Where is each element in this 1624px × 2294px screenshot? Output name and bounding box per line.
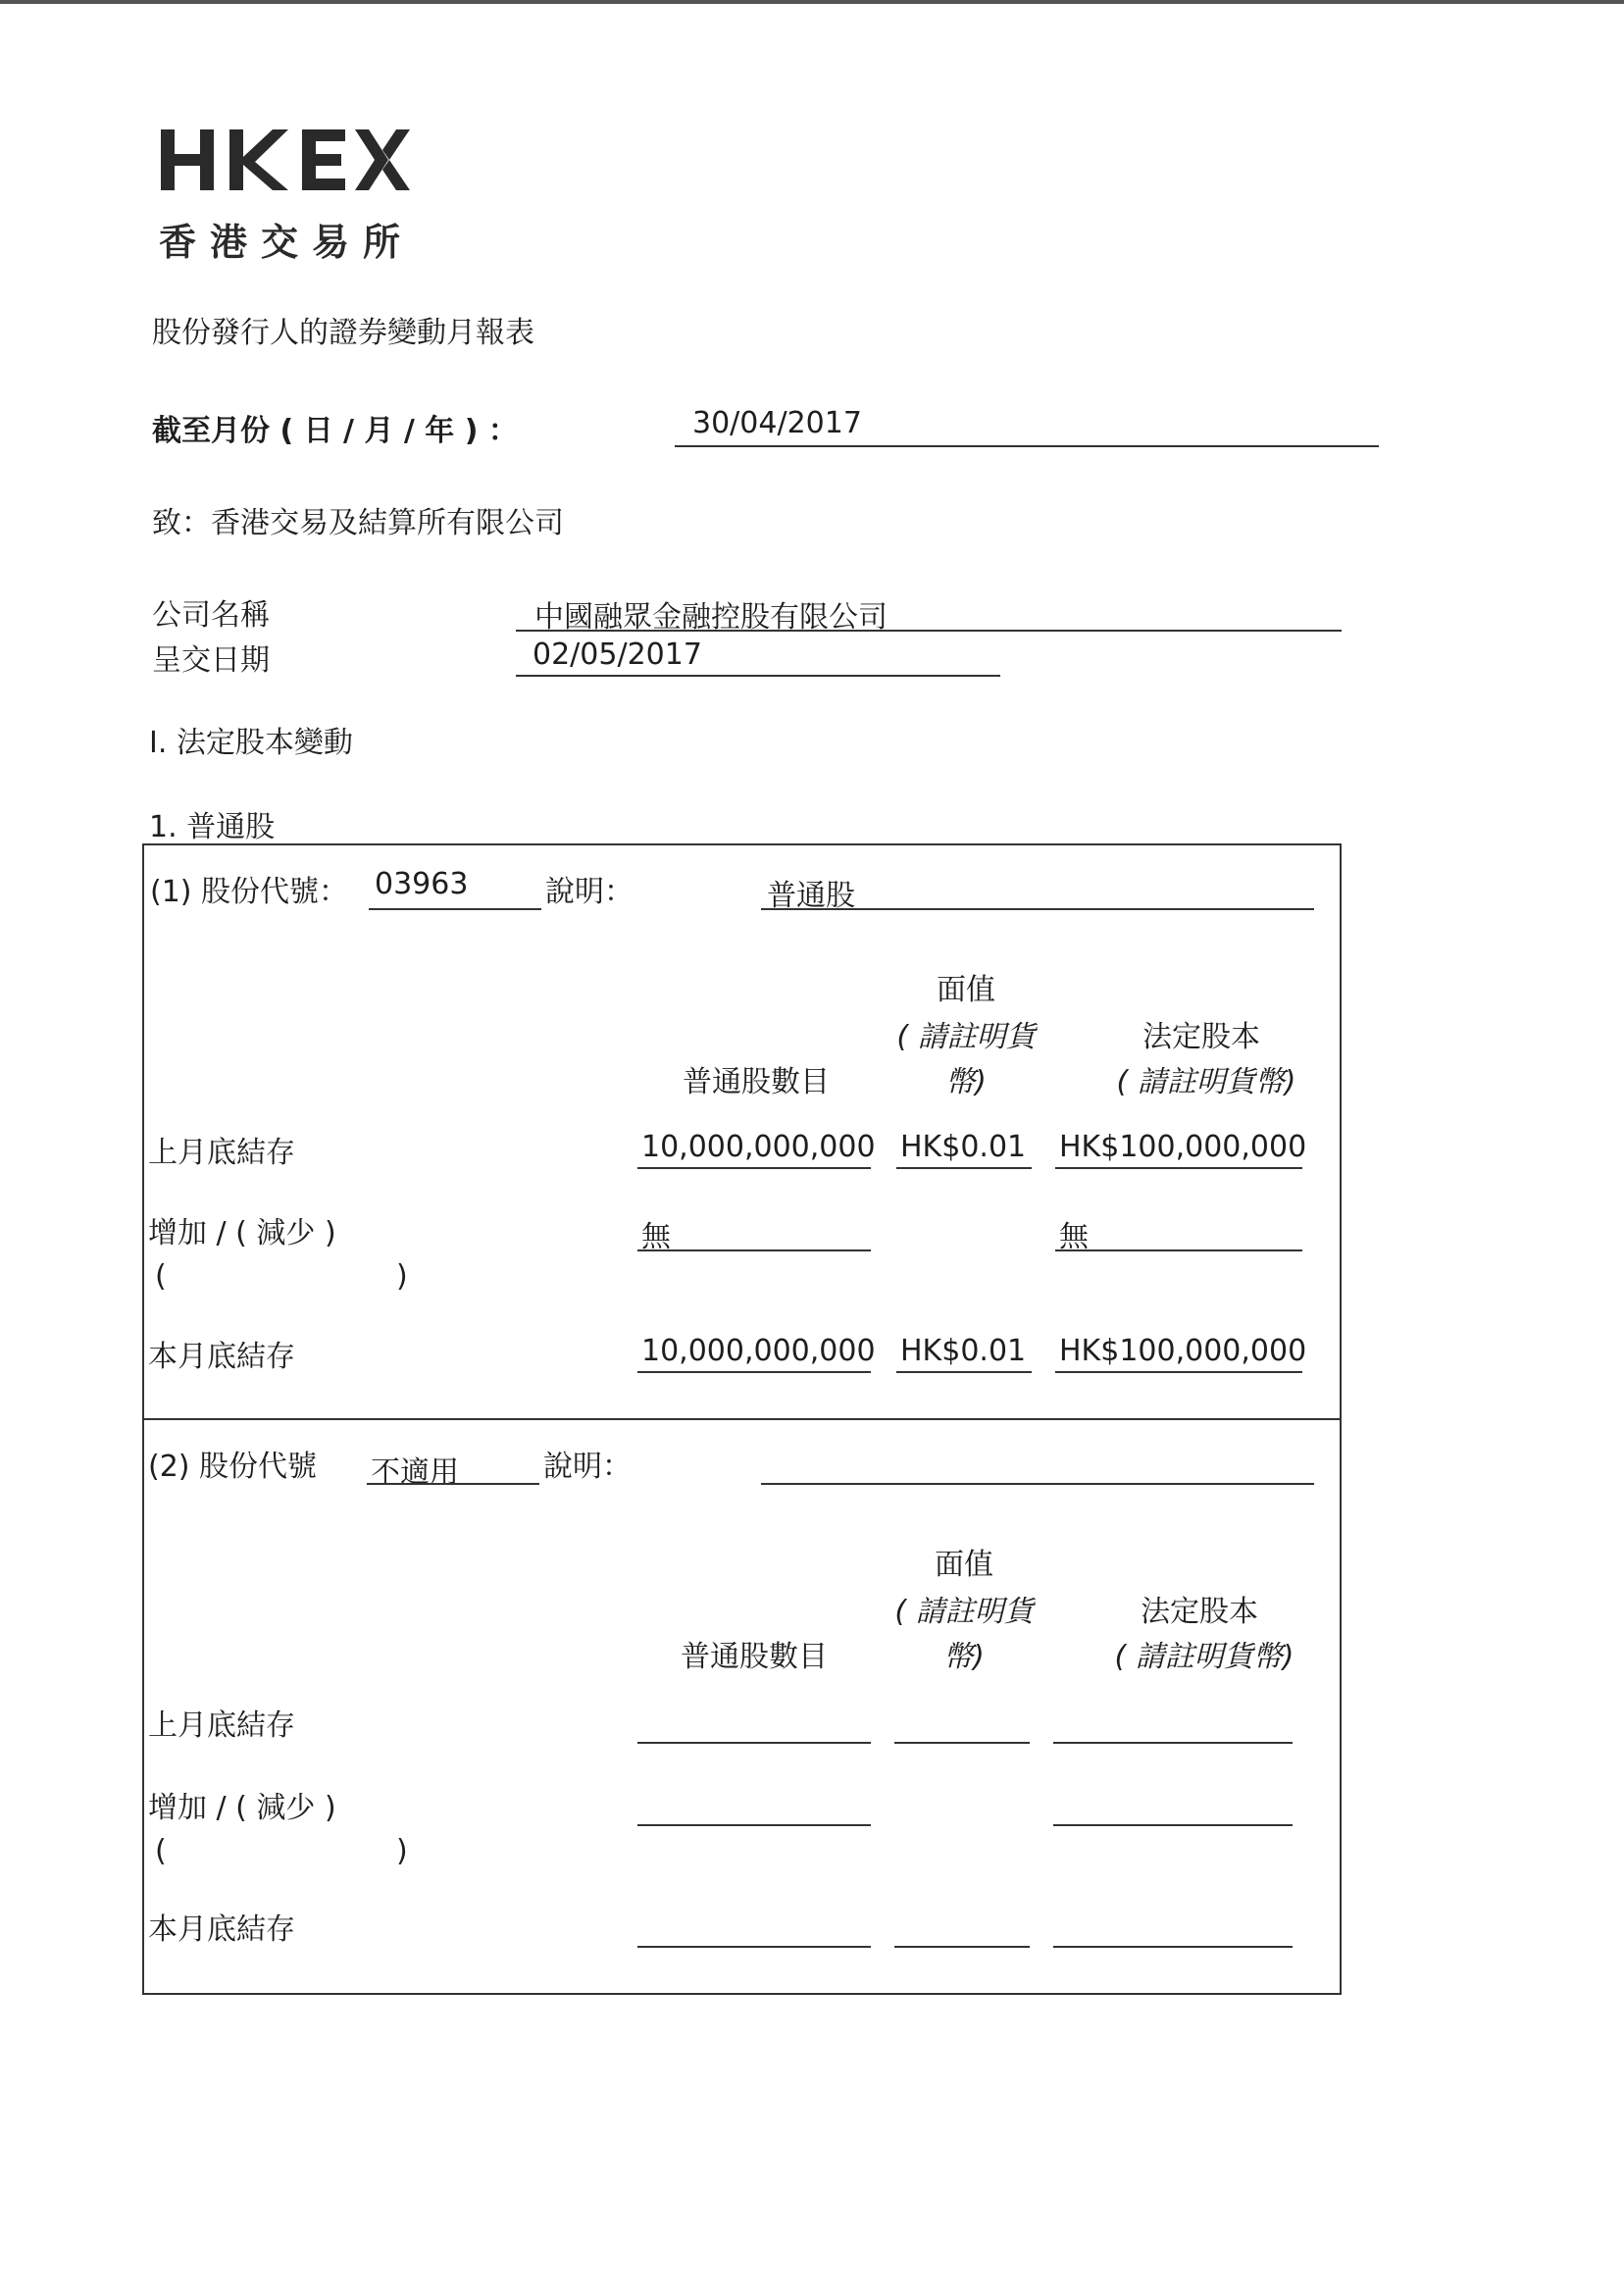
block1-row-prev: 上月底結存 — [148, 1136, 295, 1170]
block1-code-underline — [369, 908, 541, 910]
block2-change-cap-underline — [1053, 1824, 1293, 1826]
date-value: 02/05/2017 — [533, 637, 702, 672]
block1-end-par-underline — [896, 1371, 1032, 1373]
block2-code-label: (2) 股份代號 — [148, 1450, 318, 1484]
block2-paren-close: ) — [396, 1834, 408, 1868]
block1-code-label: (1) 股份代號： — [150, 875, 349, 909]
block1-row-change: 增加 / ( 減少 ) — [148, 1216, 336, 1250]
company-value: 中國融眾金融控股有限公司 — [534, 600, 888, 635]
block1-end-cap: HK$100,000,000 — [1059, 1334, 1307, 1368]
block1-prev-count-underline — [637, 1167, 871, 1169]
block1-end-count: 10,000,000,000 — [641, 1334, 876, 1368]
page-top-border — [0, 0, 1624, 4]
month-value: 30/04/2017 — [692, 406, 862, 440]
block2-prev-count-underline — [637, 1742, 871, 1744]
block2-paren-open: ( — [155, 1834, 167, 1868]
table-divider — [142, 1418, 1342, 1420]
block2-end-count-underline — [637, 1946, 871, 1948]
hkex-logo-chinese: 香港交易所 — [159, 221, 415, 264]
block2-col-cap-1: 法定股本 — [1141, 1595, 1258, 1629]
block1-desc-underline — [761, 908, 1314, 910]
date-underline — [516, 675, 1000, 677]
block1-prev-count: 10,000,000,000 — [641, 1130, 876, 1164]
block1-code-value: 03963 — [375, 867, 469, 901]
block1-desc-value: 普通股 — [767, 879, 855, 913]
block2-end-par-underline — [894, 1946, 1030, 1948]
block1-col-cap-2: ( 請註明貨幣) — [1116, 1065, 1296, 1099]
month-underline — [675, 445, 1379, 447]
block1-row-end: 本月底結存 — [148, 1340, 295, 1374]
block1-desc-label: 說明： — [545, 875, 634, 909]
block2-prev-cap-underline — [1053, 1742, 1293, 1744]
subsection-title: 1. 普通股 — [149, 810, 276, 844]
block1-change-cap: 無 — [1059, 1220, 1089, 1254]
block2-end-cap-underline — [1053, 1946, 1293, 1948]
company-label: 公司名稱 — [152, 598, 270, 633]
block2-change-count-underline — [637, 1824, 871, 1826]
block1-prev-cap: HK$100,000,000 — [1059, 1130, 1307, 1164]
section-title: I. 法定股本變動 — [149, 726, 353, 760]
company-underline — [516, 630, 1342, 632]
month-label: 截至月份 ( 日 / 月 / 年 ) ： — [152, 414, 518, 448]
addressee: 致：香港交易及結算所有限公司 — [152, 506, 564, 540]
block2-row-end: 本月底結存 — [148, 1912, 295, 1947]
block1-col-count: 普通股數目 — [683, 1065, 830, 1099]
block2-col-count: 普通股數目 — [681, 1640, 828, 1674]
block2-desc-underline — [761, 1483, 1314, 1485]
block2-code-underline — [367, 1483, 539, 1485]
block2-col-par-2: ( 請註明貨 — [894, 1595, 1034, 1629]
block1-end-par: HK$0.01 — [900, 1334, 1027, 1368]
block2-col-par-1: 面值 — [935, 1548, 993, 1582]
block2-code-value: 不適用 — [371, 1455, 459, 1490]
block1-paren-open: ( — [155, 1259, 167, 1294]
block1-change-cap-underline — [1055, 1249, 1302, 1251]
block1-prev-par-underline — [896, 1167, 1032, 1169]
block1-paren-close: ) — [396, 1259, 408, 1294]
block1-end-count-underline — [637, 1371, 871, 1373]
form-title: 股份發行人的證券變動月報表 — [152, 316, 534, 350]
block1-prev-par: HK$0.01 — [900, 1130, 1027, 1164]
block1-col-par-1: 面值 — [937, 973, 995, 1007]
block1-col-cap-1: 法定股本 — [1142, 1020, 1260, 1054]
date-label: 呈交日期 — [152, 643, 270, 678]
block1-change-count: 無 — [641, 1220, 671, 1254]
block2-desc-label: 說明： — [543, 1450, 632, 1484]
block1-change-count-underline — [637, 1249, 871, 1251]
block1-col-par-2: ( 請註明貨 — [896, 1020, 1036, 1054]
block2-row-prev: 上月底結存 — [148, 1708, 295, 1743]
block1-col-par-3: 幣) — [945, 1065, 987, 1099]
block1-prev-cap-underline — [1055, 1167, 1302, 1169]
block2-prev-par-underline — [894, 1742, 1030, 1744]
hkex-logo — [157, 126, 414, 194]
block2-col-par-3: 幣) — [943, 1640, 985, 1674]
block1-end-cap-underline — [1055, 1371, 1302, 1373]
block2-col-cap-2: ( 請註明貨幣) — [1114, 1640, 1294, 1674]
block2-row-change: 增加 / ( 減少 ) — [148, 1791, 336, 1825]
